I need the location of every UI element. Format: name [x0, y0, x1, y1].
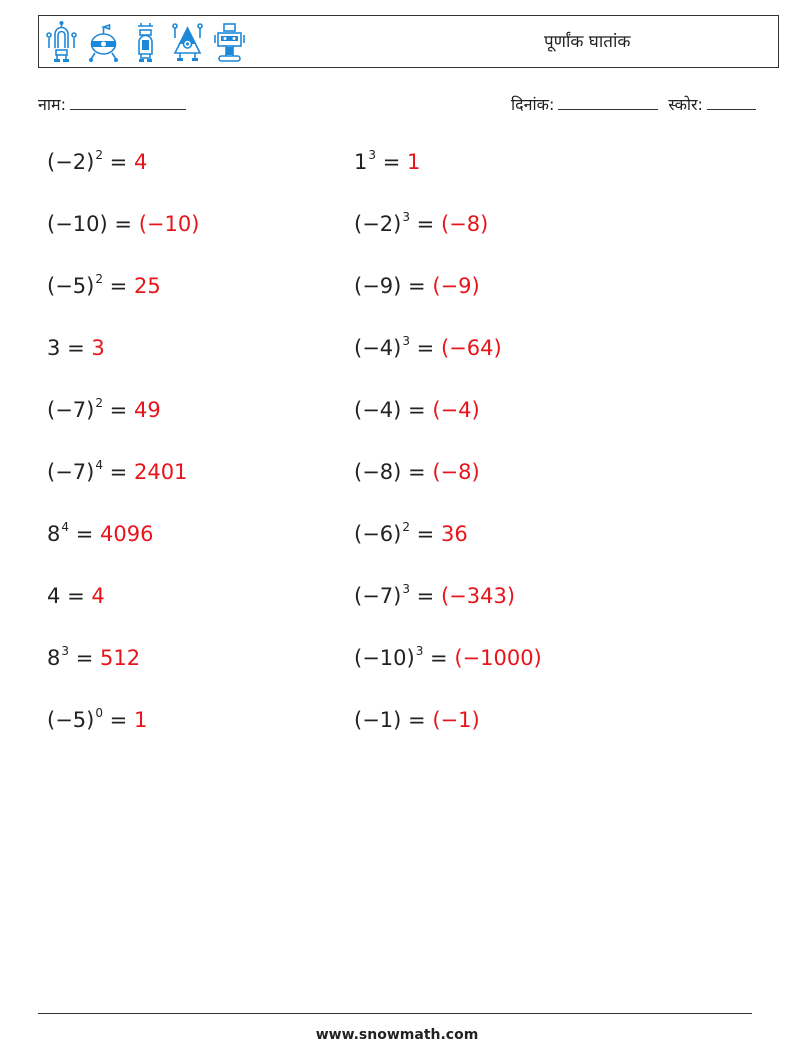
equals-sign: = [75, 522, 94, 546]
problem-base: (−2) [354, 212, 402, 236]
problem-exponent: 2 [95, 148, 103, 162]
problems-left-column [47, 138, 199, 758]
problem-base: (−2) [47, 150, 95, 174]
equals-sign: = [67, 336, 85, 360]
problem-item [354, 448, 542, 510]
problem-item [354, 696, 542, 758]
equals-sign: = [416, 522, 435, 546]
problem-item [354, 386, 542, 448]
problem-item [47, 138, 199, 200]
problem-answer: 4096 [100, 522, 154, 546]
date-label: दिनांक: [511, 95, 555, 114]
problem-exponent: 3 [415, 644, 424, 658]
problem-answer: 36 [440, 522, 468, 546]
footer-rule [38, 1013, 752, 1014]
problem-item [47, 324, 199, 386]
date-score-fields [511, 93, 756, 115]
problem-base: (−10) [47, 212, 108, 236]
equals-sign: = [416, 336, 435, 360]
problem-item [354, 324, 542, 386]
problem-exponent: 2 [95, 396, 103, 410]
problem-item [354, 510, 542, 572]
problem-answer: (−8) [432, 460, 480, 484]
problem-answer: 4 [133, 150, 148, 174]
problem-answer: 1 [133, 708, 148, 732]
problem-base: (−7) [47, 460, 95, 484]
problem-base: (−8) [354, 460, 402, 484]
problem-exponent: 3 [61, 644, 70, 658]
problem-exponent: 3 [402, 334, 410, 348]
robot-1-icon [45, 20, 78, 64]
problem-item [354, 634, 542, 696]
equals-sign: = [408, 460, 426, 484]
problem-answer: (−1000) [454, 646, 542, 670]
problem-answer: (−1) [432, 708, 480, 732]
name-field [38, 93, 186, 115]
problem-exponent: 4 [95, 458, 103, 472]
equals-sign: = [382, 150, 401, 174]
problem-item [354, 262, 542, 324]
problem-base: (−7) [47, 398, 95, 422]
problem-base: (−5) [47, 274, 95, 298]
score-blank [707, 96, 756, 110]
problem-answer: 4 [91, 584, 105, 608]
equals-sign: = [430, 646, 448, 670]
equals-sign: = [109, 274, 128, 298]
problem-answer: 3 [91, 336, 105, 360]
robot-2-icon [87, 20, 120, 64]
problem-answer: (−8) [440, 212, 489, 236]
problem-base: (−7) [354, 584, 402, 608]
problem-answer: (−64) [440, 336, 502, 360]
problem-item [47, 510, 199, 572]
problem-answer: (−10) [138, 212, 200, 236]
problem-answer: 512 [100, 646, 141, 670]
problem-exponent: 3 [402, 582, 410, 596]
problem-answer: (−343) [440, 584, 516, 608]
problem-base: (−9) [354, 274, 402, 298]
problem-exponent: 0 [95, 706, 103, 720]
robot-3-icon [129, 20, 162, 64]
problem-base: (−10) [354, 646, 415, 670]
problem-base: 8 [47, 646, 61, 670]
worksheet-title: पूर्णांक घातांक [544, 32, 631, 52]
name-blank [70, 96, 186, 110]
equals-sign: = [67, 584, 85, 608]
problem-exponent: 3 [402, 210, 410, 224]
footer-url: www.snowmath.com [315, 1027, 479, 1043]
problem-answer: (−4) [432, 398, 480, 422]
name-label: नाम: [38, 95, 66, 114]
problem-item [47, 448, 199, 510]
problem-exponent: 2 [402, 520, 410, 534]
equals-sign: = [408, 708, 426, 732]
equals-sign: = [109, 460, 128, 484]
equals-sign: = [408, 398, 426, 422]
problem-item [47, 696, 199, 758]
equals-sign: = [408, 274, 426, 298]
problem-base: 1 [354, 150, 368, 174]
worksheet-header [38, 15, 779, 68]
equals-sign: = [75, 646, 94, 670]
problem-base: 3 [47, 336, 61, 360]
problem-base: (−5) [47, 708, 95, 732]
problem-item [47, 634, 199, 696]
problem-item [47, 262, 199, 324]
problem-item [354, 138, 542, 200]
date-blank [558, 96, 658, 110]
robot-5-icon [213, 20, 246, 64]
problem-item [354, 200, 542, 262]
problem-base: 4 [47, 584, 61, 608]
problem-item [47, 572, 199, 634]
score-label: स्कोर: [668, 95, 703, 114]
equals-sign: = [109, 708, 128, 732]
problems-right-column [354, 138, 542, 758]
equals-sign: = [416, 584, 435, 608]
equals-sign: = [416, 212, 435, 236]
problem-answer: (−9) [432, 274, 480, 298]
problem-answer: 25 [133, 274, 161, 298]
problem-base: (−1) [354, 708, 402, 732]
problem-exponent: 3 [368, 148, 377, 162]
robot-icons [45, 19, 246, 65]
equals-sign: = [114, 212, 132, 236]
problem-exponent: 2 [95, 272, 103, 286]
equals-sign: = [109, 150, 128, 174]
problem-base: (−4) [354, 336, 402, 360]
problem-answer: 2401 [133, 460, 188, 484]
equals-sign: = [109, 398, 128, 422]
problem-item [354, 572, 542, 634]
problem-answer: 49 [133, 398, 161, 422]
problem-answer: 1 [407, 150, 421, 174]
problem-base: (−4) [354, 398, 402, 422]
problem-exponent: 4 [61, 520, 70, 534]
problem-base: 8 [47, 522, 61, 546]
robot-4-icon [171, 20, 204, 64]
problem-item [47, 386, 199, 448]
problem-item [47, 200, 199, 262]
problem-base: (−6) [354, 522, 402, 546]
